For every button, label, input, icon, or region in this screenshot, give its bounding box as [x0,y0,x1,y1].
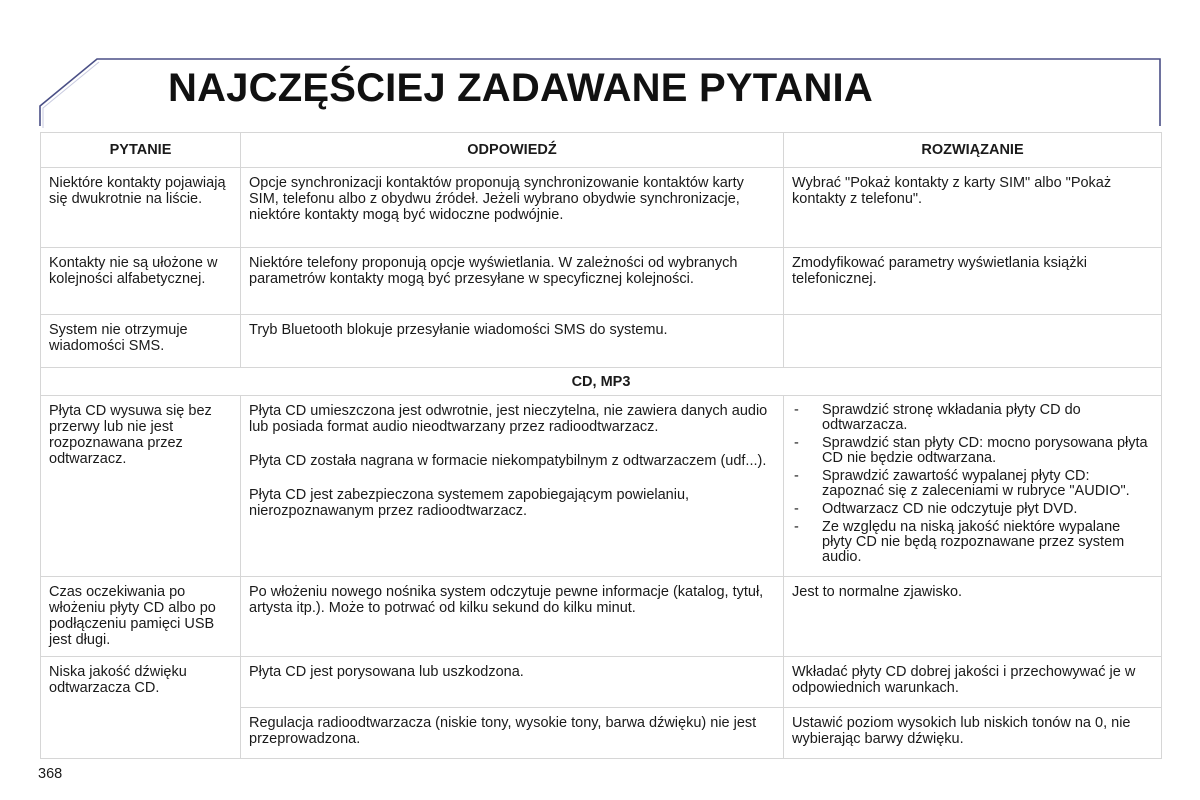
answer-cell [241,396,784,577]
list-item: - Sprawdzić stan płyty CD: mocno porysowana płyta CD nie będzie odtwarzana. [792,436,1153,466]
question-cell: Czas oczekiwania po włożeniu płyty CD albo po podłączeniu pamięci USB jest długi. [41,577,241,657]
answer-cell: Regulacja radioodtwarzacza (niskie tony, wysokie tony, barwa dźwięku) nie jest przeprowadzona. [241,708,784,759]
table-header-row [41,133,1162,168]
question-cell: Niektóre kontakty pojawiają się dwukrotnie na liście. [41,168,241,248]
answer-cell: Płyta CD jest porysowana lub uszkodzona. [241,657,784,708]
list-item: - Sprawdzić zawartość wypalanej płyty CD: zapoznać się z zaleceniami w rubryce "AUDIO". [792,469,1153,499]
faq-table [40,132,1162,759]
question-cell: System nie otrzymuje wiadomości SMS. [41,315,241,368]
page-number: 368 [38,766,63,782]
list-item: - Odtwarzacz CD nie odczytuje płyt DVD. [792,502,1153,517]
question-cell: Kontakty nie są ułożone w kolejności alfabetycznej. [41,248,241,315]
answer-cell: Tryb Bluetooth blokuje przesyłanie wiadomości SMS do systemu. [241,315,784,368]
table-row [41,168,1162,248]
section-row [41,368,1162,396]
answer-cell: Po włożeniu nowego nośnika system odczytuje pewne informacje (katalog, tytuł, artysta itp.). Może to potrwać od kilku sekund do kilku minut. [241,577,784,657]
solution-cell: Zmodyfikować parametry wyświetlania książki telefonicznej. [784,248,1162,315]
table-row [41,315,1162,368]
answer-cell: Niektóre telefony proponują opcje wyświetlania. W zależności od wybranych parametrów kontakty mogą być przesyłane w specyficznej kolejności. [241,248,784,315]
column-header-answer: ODPOWIEDŹ [241,133,784,168]
solution-list [792,403,1153,565]
answer-paragraph: Płyta CD jest zabezpieczona systemem zapobiegającym powielaniu, nierozpoznawanym przez radioodtwarzacz. [249,487,690,519]
question-cell: Płyta CD wysuwa się bez przerwy lub nie jest rozpoznawana przez odtwarzacz. [41,396,241,577]
section-title: CD, MP3 [41,368,1162,396]
solution-cell: Wkładać płyty CD dobrej jakości i przechowywać je w odpowiednich warunkach. [784,657,1162,708]
solution-cell: Ustawić poziom wysokich lub niskich tonów na 0, nie wybierając barwy dźwięku. [784,708,1162,759]
title-frame-shadow [43,62,99,128]
solution-cell [784,396,1162,577]
list-item: - Sprawdzić stronę wkładania płyty CD do odtwarzacza. [792,403,1153,433]
column-header-question: PYTANIE [41,133,241,168]
table-row [41,577,1162,657]
answer-cell: Opcje synchronizacji kontaktów proponują synchronizowanie kontaktów karty SIM, telefonu albo z obydwu źródeł. Jeżeli wybrano obydwie synchronizacje, niektóre kontakty mogą być widoczne podwójnie. [241,168,784,248]
solution-cell: Jest to normalne zjawisko. [784,577,1162,657]
answer-paragraph: Płyta CD umieszczona jest odwrotnie, jest nieczytelna, nie zawiera danych audio lub posiada format audio nieodtwarzany przez radioodtwarzacz. [249,403,768,435]
solution-cell [784,315,1162,368]
solution-cell: Wybrać "Pokaż kontakty z karty SIM" albo "Pokaż kontakty z telefonu". [784,168,1162,248]
list-item: - Ze względu na niską jakość niektóre wypalane płyty CD nie będą rozpoznawane przez system audio. [792,520,1153,565]
column-header-solution: ROZWIĄZANIE [784,133,1162,168]
table-row [41,657,1162,708]
question-cell: Niska jakość dźwięku odtwarzacza CD. [41,657,241,759]
answer-paragraph: Płyta CD została nagrana w formacie niekompatybilnym z odtwarzaczem (udf...). [249,453,767,469]
page-title: NAJCZĘŚCIEJ ZADAWANE PYTANIA [168,66,873,110]
table-row [41,396,1162,577]
table-row [41,248,1162,315]
